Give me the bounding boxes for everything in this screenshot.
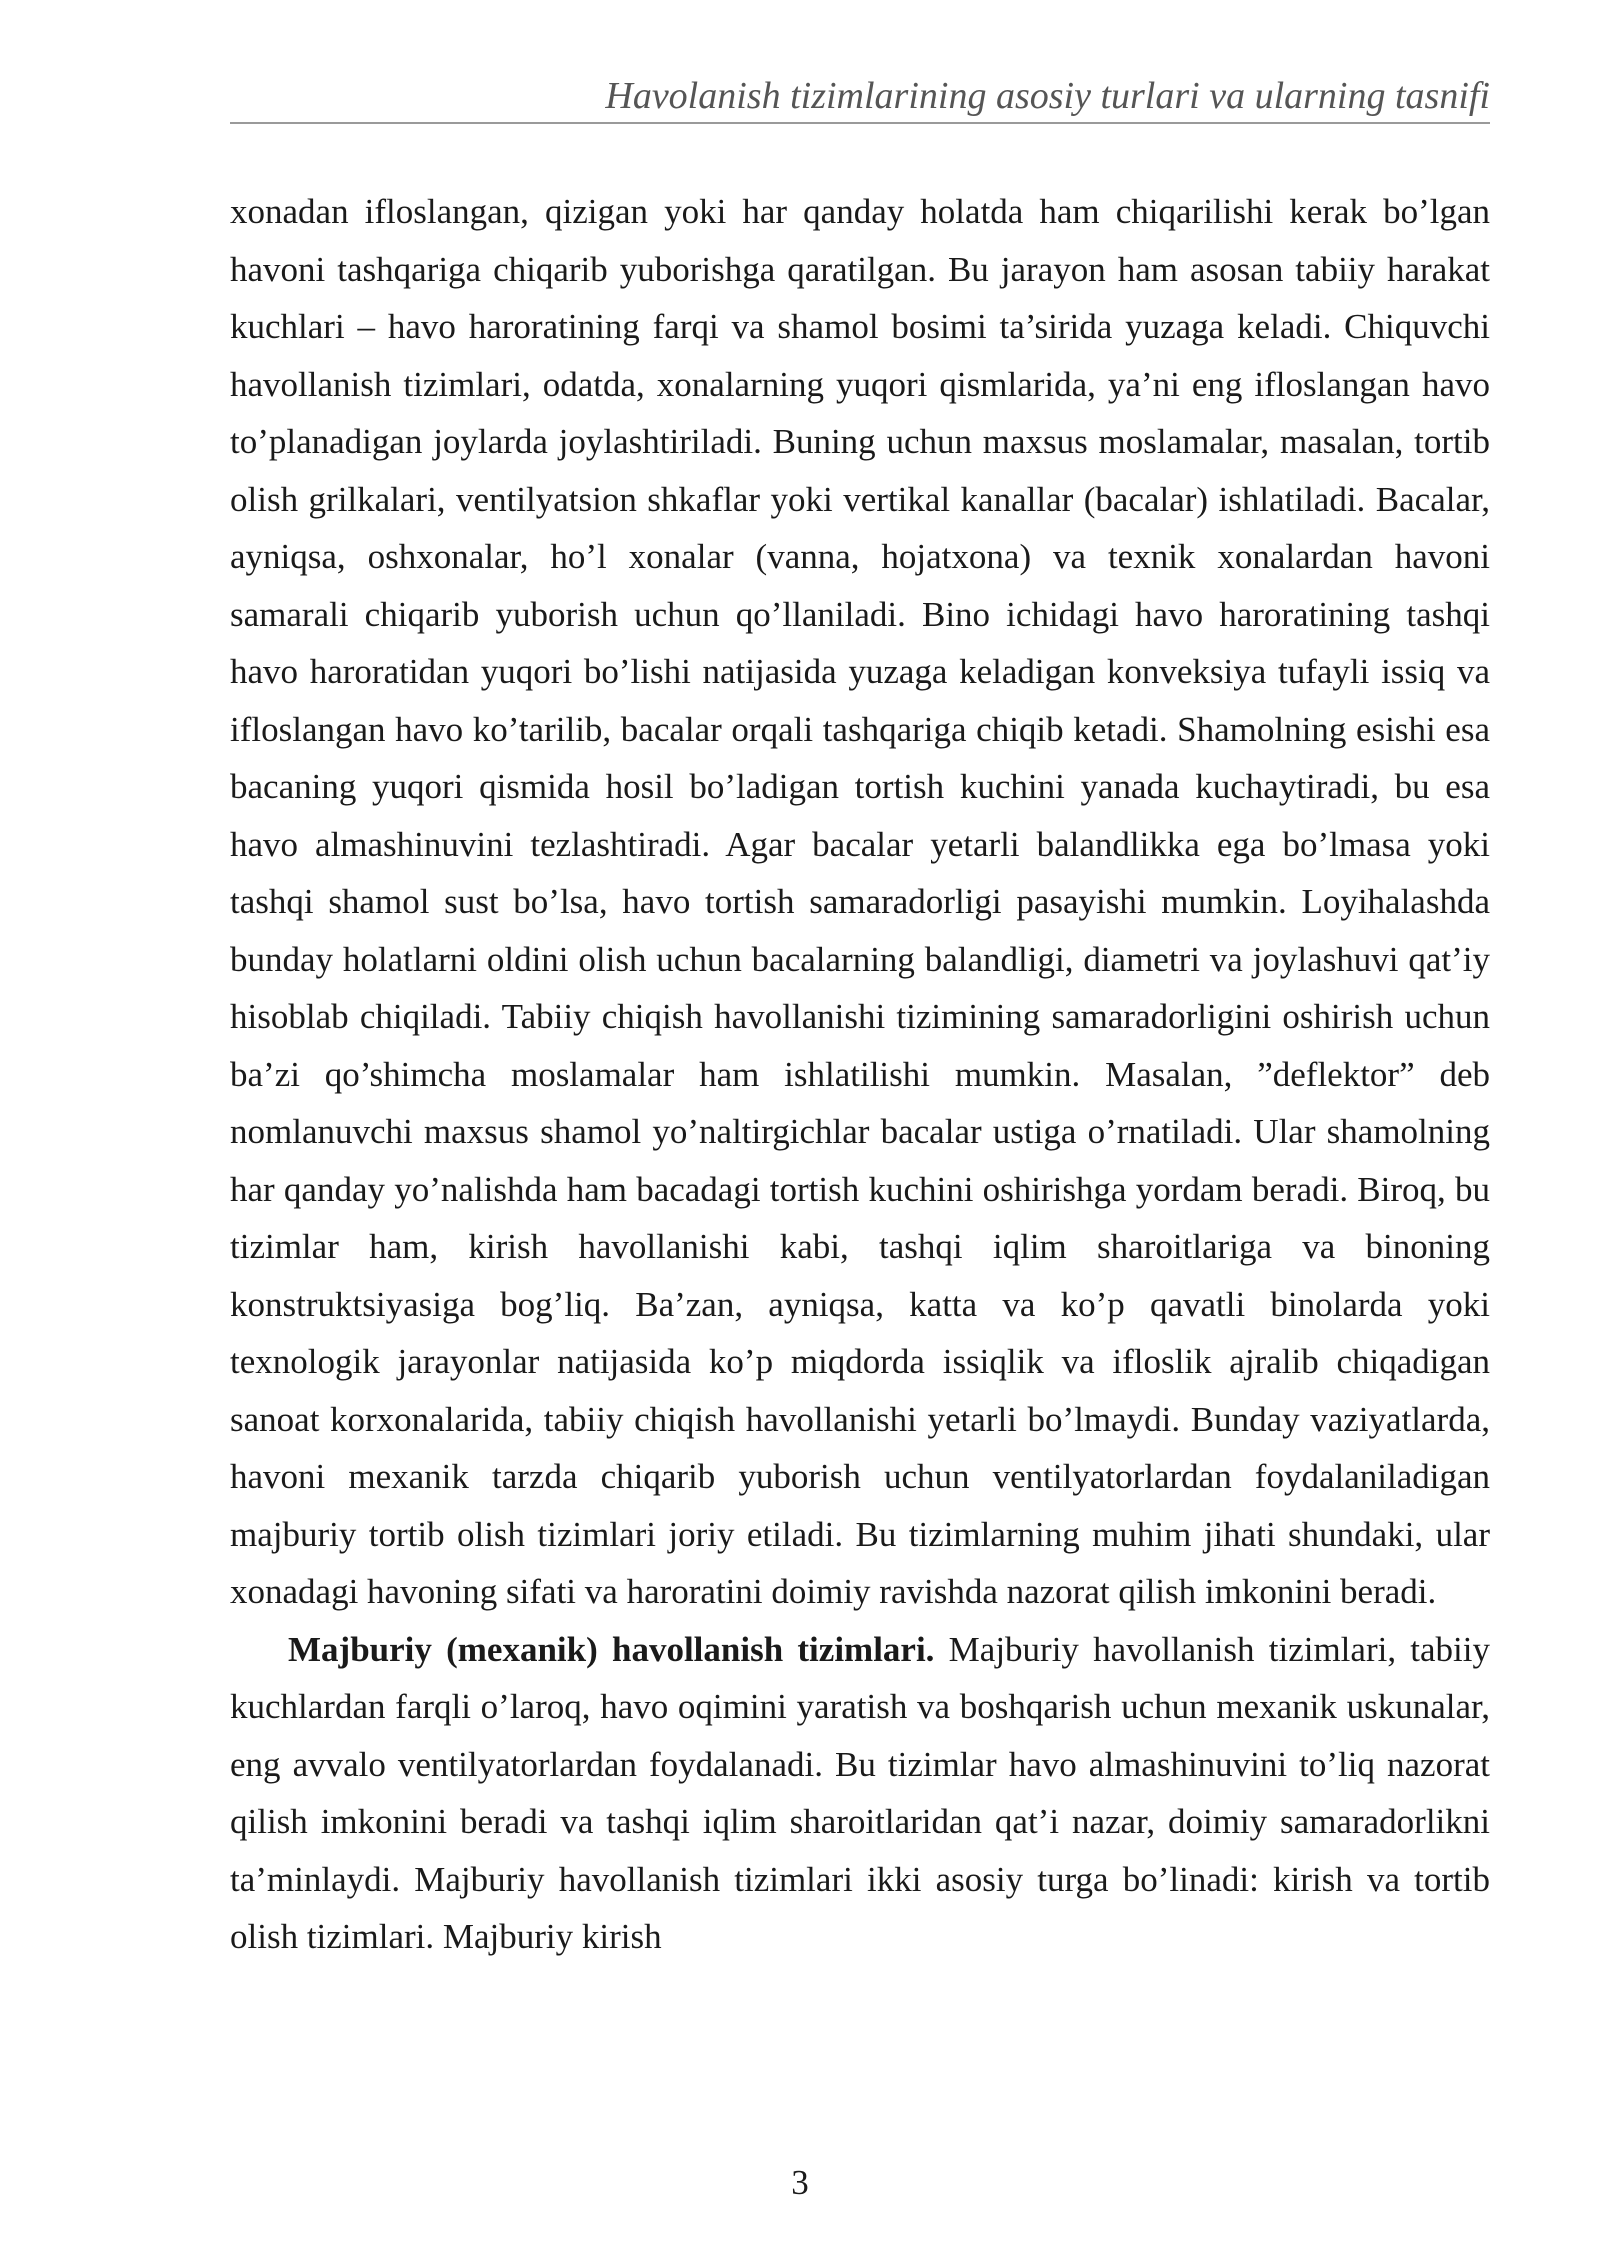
- header-rule: [230, 122, 1490, 124]
- paragraph-continued: xonadan ifloslangan, qizigan yoki har qanday holatda ham chiqarilishi kerak bo’lgan havoni tashqariga chiqarib yuborishga qaratilgan. Bu jarayon ham asosan tabiiy harakat kuchlari – havo haroratining farqi va shamol bosimi ta’sirida yuzaga keladi. Chiquvchi havollanish tizimlari, odatda, xonalarning yuqori qismlarida, ya’ni eng ifloslangan havo to’planadigan joylarda joylashtiriladi. Buning uchun maxsus moslamalar, masalan, tortib olish grilkalari, ventilyatsion shkaflar yoki vertikal kanallar (bacalar) ishlatiladi. Bacalar, ayniqsa, oshxonalar, ho’l xonalar (vanna, hojatxona) va texnik xonalardan havoni samarali chiqarib yuborish uchun qo’llaniladi. Bino ichidagi havo haroratining tashqi havo haroratidan yuqori bo’lishi natijasida yuzaga keladigan konveksiya tufayli issiq va ifloslangan havo ko’tarilib, bacalar orqali tashqariga chiqib ketadi. Shamolning esishi esa bacaning yuqori qismida hosil bo’ladigan tortish kuchini yanada kuchaytiradi, bu esa havo almashinuvini tezlashtiradi. Agar bacalar yetarli balandlikka ega bo’lmasa yoki tashqi shamol sust bo’lsa, havo tortish samaradorligi pasayishi mumkin. Loyihalashda bunday holatlarni oldini olish uchun bacalarning balandligi, diametri va joylashuvi qat’iy hisoblab chiqiladi. Tabiiy chiqish havollanishi tizimining samaradorligini oshirish uchun ba’zi qo’shimcha moslamalar ham ishlatilishi mumkin. Masalan, ”deflektor” deb nomlanuvchi maxsus shamol yo’naltirgichlar bacalar ustiga o’rnatiladi. Ular shamolning har qanday yo’nalishda ham bacadagi tortish kuchini oshirishga yordam beradi. Biroq, bu tizimlar ham, kirish havollanishi kabi, tashqi iqlim sharoitlariga va binoning konstruktsiyasiga bog’liq. Ba’zan, ayniqsa, katta va ko’p qavatli binolarda yoki texnologik jarayonlar natijasida ko’p miqdorda issiqlik va ifloslik ajralib chiqadigan sanoat korxonalarida, tabiiy chiqish havollanishi yetarli bo’lmaydi. Bunday vaziyatlarda, havoni mexanik tarzda chiqarib yuborish uchun ventilyatorlardan foydalaniladigan majburiy tortib olish tizimlari joriy etiladi. Bu tizimlarning muhim jihati shundaki, ular xonadagi havoning sifati va haroratini doimiy ravishda nazorat qilish imkonini beradi.: [230, 192, 1490, 1611]
- paragraph-mechanical-ventilation: [230, 1621, 1490, 1966]
- body-text: [230, 183, 1490, 1966]
- section-heading-inline: Majburiy (mexanik) havollanish tizimlari.: [288, 1629, 935, 1669]
- page-number: 3: [791, 2163, 809, 2202]
- paragraph-text: Majburiy havollanish tizimlari, tabiiy kuchlardan farqli o’laroq, havo oqimini yaratish va boshqarish uchun mexanik uskunalar, eng avvalo ventilyatorlardan foydalanadi. Bu tizimlar havo almashinuvini to’liq nazorat qilish imkonini beradi va tashqi iqlim sharoitlaridan qat’i nazar, doimiy samaradorlikni ta’minlaydi. Majburiy havollanish tizimlari ikki asosiy turga bo’linadi: kirish va tortib olish tizimlari. Majburiy kirish: [230, 1629, 1491, 1956]
- running-header: Havolanish tizimlarining asosiy turlari va ularning tasnifi: [605, 75, 1490, 117]
